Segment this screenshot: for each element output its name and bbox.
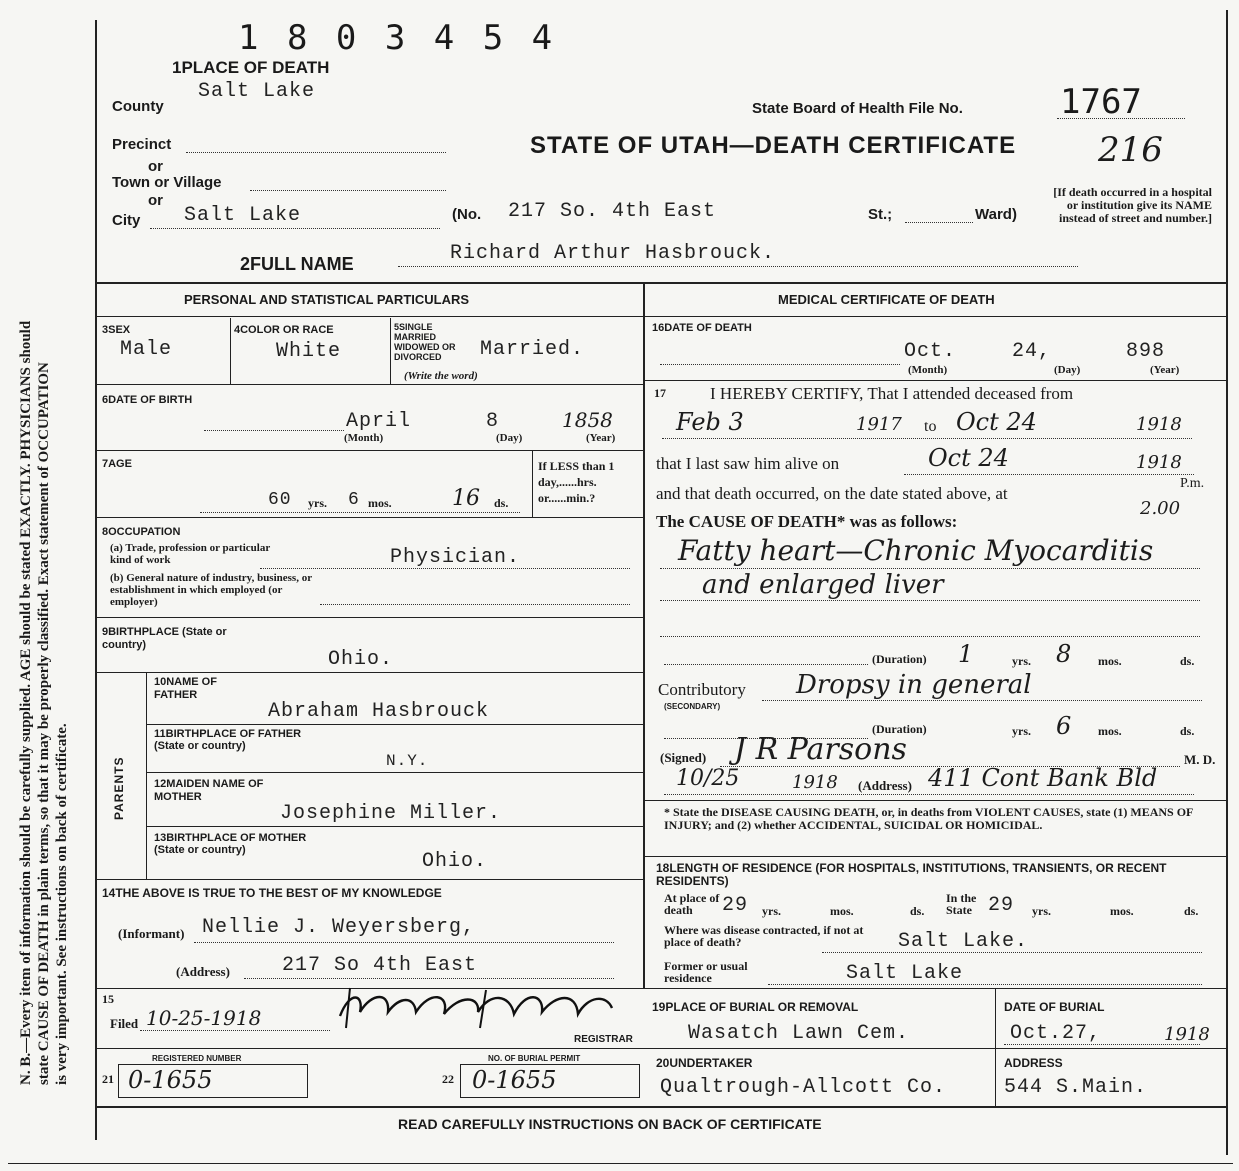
column-divider xyxy=(643,284,645,989)
undertaker-address-label: ADDRESS xyxy=(1004,1056,1063,1070)
duration-1-ds-unit: ds. xyxy=(1180,654,1195,668)
full-name-label: 2FULL NAME xyxy=(240,254,354,274)
residence-label: 18LENGTH OF RESIDENCE (FOR HOSPITALS, INSTITUTIONS, TRANSIENTS, OR RECENT RESIDENTS) xyxy=(656,861,1167,888)
certificate-title: STATE OF UTAH—DEATH CERTIFICATE xyxy=(530,132,1017,159)
marital-value: Married. xyxy=(480,338,585,361)
duration-1-months: 8 xyxy=(1056,640,1072,668)
frame-right-border xyxy=(1226,10,1228,1155)
mother-name-label: 12MAIDEN NAME OF MOTHER xyxy=(154,778,264,803)
dob-year: 1858 xyxy=(562,408,613,432)
age-line xyxy=(200,512,520,513)
ward-line xyxy=(905,222,973,223)
county-value: Salt Lake xyxy=(198,80,316,103)
at-place-ds-unit: ds. xyxy=(910,904,925,918)
death-time-value: 2.00 xyxy=(1140,498,1181,519)
marital-write-note: (Write the word) xyxy=(404,370,478,382)
cause-line-2-rule xyxy=(660,600,1200,601)
occupation-a-caption: (a) Trade, profession or particular kind of work xyxy=(110,542,271,566)
filed-number: 15 xyxy=(102,992,114,1006)
physician-address-value: 411 Cont Bank Bld xyxy=(928,764,1158,792)
or-label-2: or xyxy=(148,192,163,209)
duration-2-months: 6 xyxy=(1056,712,1072,740)
row-rule-9 xyxy=(97,672,643,673)
city-label: City xyxy=(112,212,141,229)
occupation-b-caption: (b) General nature of industry, business, or establishment in which employed (or employer) xyxy=(110,572,312,608)
dod-label: 16DATE OF DEATH xyxy=(652,322,752,334)
birthplace-value: Ohio. xyxy=(328,648,394,671)
at-place-mos-unit: mos. xyxy=(830,904,854,918)
section-title-rule xyxy=(97,316,1226,317)
row-rule-10 xyxy=(147,724,643,725)
duration-2-ds-unit: ds. xyxy=(1180,724,1195,738)
race-label: 4COLOR OR RACE xyxy=(234,324,334,336)
parents-label: PARENTS xyxy=(112,756,126,820)
place-of-death-label: 1PLACE OF DEATH xyxy=(172,58,330,77)
burial-permit-value: 0-1655 xyxy=(472,1066,557,1094)
duration-1-mos-unit: mos. xyxy=(1098,654,1122,668)
occupation-b-line xyxy=(320,604,630,605)
full-name-line xyxy=(398,266,1078,267)
row-rule-3 xyxy=(97,384,643,385)
filed-label: Filed xyxy=(110,1016,139,1031)
physician-signature: J R Parsons xyxy=(734,732,907,767)
physician-address-line xyxy=(664,794,1194,795)
row-rule-16 xyxy=(645,380,1226,381)
informant-address-label: (Address) xyxy=(176,964,230,979)
dob-label: 6DATE OF BIRTH xyxy=(102,394,193,406)
former-residence-label: Former or usual residence xyxy=(664,959,748,985)
dob-lead-line xyxy=(204,430,344,431)
md-label: M. D. xyxy=(1184,752,1216,767)
burial-date-label: DATE OF BURIAL xyxy=(1004,1000,1105,1014)
age-less-than-note: If LESS than 1 day,......hrs. or......min.? xyxy=(538,459,615,505)
personal-section-title: PERSONAL AND STATISTICAL PARTICULARS xyxy=(184,292,470,307)
cause-label: The CAUSE OF DEATH* was as follows: xyxy=(656,512,958,531)
row-rule-14 xyxy=(97,988,1226,989)
mother-birthplace-value: Ohio. xyxy=(422,850,488,873)
marital-label: 5SINGLE MARRIED WIDOWED OR DIVORCED xyxy=(394,322,456,362)
dob-year-caption: (Year) xyxy=(586,432,616,444)
in-state-yrs-unit: yrs. xyxy=(1032,904,1051,918)
bottom-rule xyxy=(97,1106,1226,1108)
burial-date-value: Oct.27, xyxy=(1010,1022,1102,1045)
former-residence-line xyxy=(768,984,1202,985)
cause-line-1-rule xyxy=(660,568,1200,569)
precinct-label: Precinct xyxy=(112,136,172,153)
burial-place-label: 19PLACE OF BURIAL OR REMOVAL xyxy=(652,1000,859,1014)
age-years: 60 xyxy=(268,490,292,510)
certificate-number: 1 8 0 3 4 5 4 xyxy=(238,18,557,58)
mother-birthplace-label: 13BIRTHPLACE OF MOTHER (State or country) xyxy=(154,832,307,856)
margin-note-line-2: state CAUSE OF DEATH in plain terms, so that it may be properly classified. Exact statement of OCCUPATION xyxy=(36,362,52,1085)
file-number-label: State Board of Health File No. xyxy=(752,100,963,117)
undertaker-address-value: 544 S.Main. xyxy=(1004,1076,1148,1099)
street-st-label: St.; xyxy=(868,206,893,223)
informant-value: Nellie J. Weyersberg, xyxy=(202,916,476,939)
age-months: 6 xyxy=(348,490,360,510)
section-top-rule xyxy=(97,282,1226,284)
burial-year: 1918 xyxy=(1164,1024,1210,1045)
contracted-label: Where was disease contracted, if not at place of death? xyxy=(664,923,864,949)
street-no-label: (No. xyxy=(452,206,482,223)
cause-line-1: Fatty heart—Chronic Myocarditis xyxy=(678,534,1154,567)
dob-day-caption: (Day) xyxy=(496,432,523,444)
age-ds-unit: ds. xyxy=(494,496,509,510)
full-name-value: Richard Arthur Hasbrouck. xyxy=(450,242,776,265)
duration-2-yrs-unit: yrs. xyxy=(1012,724,1031,738)
registrar-signature xyxy=(330,984,630,1034)
margin-note-line-1: N. B.—Every item of information should be carefully supplied. AGE should be stated EXACTLY. PHYSICIANS should xyxy=(18,320,34,1085)
age-days: 16 xyxy=(452,486,480,511)
row-rule-8 xyxy=(97,617,643,618)
town-line xyxy=(250,190,446,191)
cause-line-3-rule xyxy=(660,636,1200,637)
registered-number-prefix: 21 xyxy=(102,1072,114,1086)
contributory-label: Contributory xyxy=(658,680,746,699)
county-label: County xyxy=(112,98,164,115)
burial-permit-label: NO. OF BURIAL PERMIT xyxy=(488,1054,581,1063)
row-rule-15 xyxy=(97,1048,1226,1049)
death-time-pm: P.m. xyxy=(1180,476,1205,491)
dob-day: 8 xyxy=(486,410,500,433)
undertaker-label: 20UNDERTAKER xyxy=(656,1056,753,1070)
precinct-line xyxy=(186,152,446,153)
row-rule-6 xyxy=(97,450,643,451)
age-mos-unit: mos. xyxy=(368,496,392,510)
race-value: White xyxy=(276,340,342,363)
row-rule-footnote xyxy=(645,856,1226,857)
occupation-label: 8OCCUPATION xyxy=(102,526,181,538)
or-label-1: or xyxy=(148,158,163,175)
burial-permit-prefix: 22 xyxy=(442,1072,454,1086)
father-name-value: Abraham Hasbrouck xyxy=(268,700,490,723)
at-place-label: At place of death xyxy=(664,891,720,917)
burial-place-value: Wasatch Lawn Cem. xyxy=(688,1022,910,1045)
attended-to-date: Oct 24 xyxy=(956,408,1037,436)
informant-address-line xyxy=(244,978,614,979)
frame-left-border xyxy=(95,20,97,1140)
signed-label: (Signed) xyxy=(660,750,707,765)
burial-divider xyxy=(995,989,996,1106)
row-rule-12 xyxy=(147,826,643,827)
age-label: 7AGE xyxy=(102,458,132,470)
last-saw-date: Oct 24 xyxy=(928,444,1009,472)
file-number-suffix: 216 xyxy=(1098,130,1163,170)
medical-section-title: MEDICAL CERTIFICATE OF DEATH xyxy=(778,292,995,307)
file-number-value: 1767 xyxy=(1060,82,1142,122)
occupation-a-line xyxy=(260,568,630,569)
cause-line-2: and enlarged liver xyxy=(702,570,944,600)
registered-number-value: 0-1655 xyxy=(128,1066,213,1094)
margin-note-line-3: is very important. See instructions on back of certificate. xyxy=(54,723,70,1085)
row-rule-17 xyxy=(645,800,1226,801)
birthplace-label: 9BIRTHPLACE (State or country) xyxy=(102,626,227,651)
parents-divider xyxy=(146,673,147,879)
contracted-line xyxy=(822,952,1202,953)
dod-month: Oct. xyxy=(904,340,957,363)
city-value: Salt Lake xyxy=(184,204,302,227)
sex-race-divider xyxy=(230,318,231,384)
dod-lead-line xyxy=(660,364,900,365)
filed-line xyxy=(140,1030,330,1031)
informant-label: (Informant) xyxy=(118,926,185,941)
last-saw-line xyxy=(904,474,1194,475)
dod-year-caption: (Year) xyxy=(1150,364,1180,376)
father-birthplace-value: N.Y. xyxy=(386,752,429,770)
attended-to-label: to xyxy=(924,418,937,435)
contributory-value: Dropsy in general xyxy=(796,670,1032,700)
father-name-label: 10NAME OF FATHER xyxy=(154,676,217,701)
ward-label: Ward) xyxy=(975,206,1017,223)
duration-1-yrs-unit: yrs. xyxy=(1012,654,1031,668)
death-time-text: and that death occurred, on the date stated above, at xyxy=(656,484,1008,503)
city-line xyxy=(150,228,440,229)
dod-day-caption: (Day) xyxy=(1054,364,1081,376)
certify-number: 17 xyxy=(654,386,666,400)
filed-value: 10-25-1918 xyxy=(146,1006,262,1030)
father-birthplace-label: 11BIRTHPLACE OF FATHER (State or country) xyxy=(154,728,302,752)
duration-2-label: (Duration) xyxy=(872,722,927,736)
age-yrs-unit: yrs. xyxy=(308,496,327,510)
footer-instructions: READ CAREFULLY INSTRUCTIONS ON BACK OF CERTIFICATE xyxy=(398,1116,822,1132)
sex-label: 3SEX xyxy=(102,324,131,336)
dob-month: April xyxy=(346,410,412,433)
duration-1-years: 1 xyxy=(958,640,974,668)
last-saw-year: 1918 xyxy=(1136,452,1182,473)
street-value: 217 So. 4th East xyxy=(508,200,717,223)
former-residence-value: Salt Lake xyxy=(846,962,964,985)
dob-month-caption: (Month) xyxy=(344,432,384,444)
mother-name-value: Josephine Miller. xyxy=(280,802,502,825)
duration-1-label: (Duration) xyxy=(872,652,927,666)
age-less-divider xyxy=(532,451,533,517)
sex-value: Male xyxy=(120,338,173,361)
dod-day: 24, xyxy=(1012,340,1052,363)
cause-footnote: * State the DISEASE CAUSING DEATH, or, in deaths from VIOLENT CAUSES, state (1) MEANS OF INJURY; and (2) whether ACCIDENTAL, SUICIDAL OR HOMICIDAL. xyxy=(664,805,1193,832)
undertaker-value: Qualtrough-Allcott Co. xyxy=(660,1076,947,1099)
in-state-years: 29 xyxy=(988,894,1015,917)
duration-2-mos-unit: mos. xyxy=(1098,724,1122,738)
duration-1-lead xyxy=(664,664,868,665)
attended-from-date: Feb 3 xyxy=(676,408,744,436)
row-rule-11 xyxy=(147,772,643,773)
signed-date: 10/25 xyxy=(676,766,740,791)
signed-year: 1918 xyxy=(792,772,838,793)
at-place-years: 29 xyxy=(722,894,749,917)
attended-line xyxy=(662,438,1192,439)
at-place-yrs-unit: yrs. xyxy=(762,904,781,918)
contributory-line xyxy=(762,700,1202,701)
informant-header: 14THE ABOVE IS TRUE TO THE BEST OF MY KNOWLEDGE xyxy=(102,886,442,900)
row-rule-7 xyxy=(97,517,643,518)
contracted-value: Salt Lake. xyxy=(898,930,1029,953)
registrar-label: REGISTRAR xyxy=(574,1034,633,1045)
certify-text: I HEREBY CERTIFY, That I attended deceased from xyxy=(710,384,1074,403)
race-marital-divider xyxy=(390,318,391,384)
burial-date-line xyxy=(1004,1044,1200,1045)
in-state-label: In the State xyxy=(946,891,977,917)
in-state-ds-unit: ds. xyxy=(1184,904,1199,918)
frame-bottom-border xyxy=(8,1163,1233,1164)
file-number-line xyxy=(1057,118,1185,119)
town-label: Town or Village xyxy=(112,174,222,191)
informant-line xyxy=(194,942,614,943)
hospital-note: [If death occurred in a hospital or institution give its NAME instead of street and number.] xyxy=(1053,185,1212,225)
row-rule-13 xyxy=(97,879,643,880)
dod-year: 898 xyxy=(1126,340,1166,363)
physician-address-label: (Address) xyxy=(858,778,912,793)
informant-address-value: 217 So 4th East xyxy=(282,954,478,977)
registered-number-label: REGISTERED NUMBER xyxy=(152,1054,242,1063)
secondary-label: (SECONDARY) xyxy=(664,702,721,711)
attended-to-year: 1918 xyxy=(1136,414,1182,435)
last-saw-text: that I last saw him alive on xyxy=(656,454,840,473)
occupation-value: Physician. xyxy=(390,546,521,569)
in-state-mos-unit: mos. xyxy=(1110,904,1134,918)
dod-month-caption: (Month) xyxy=(908,364,948,376)
attended-from-year: 1917 xyxy=(856,414,902,435)
